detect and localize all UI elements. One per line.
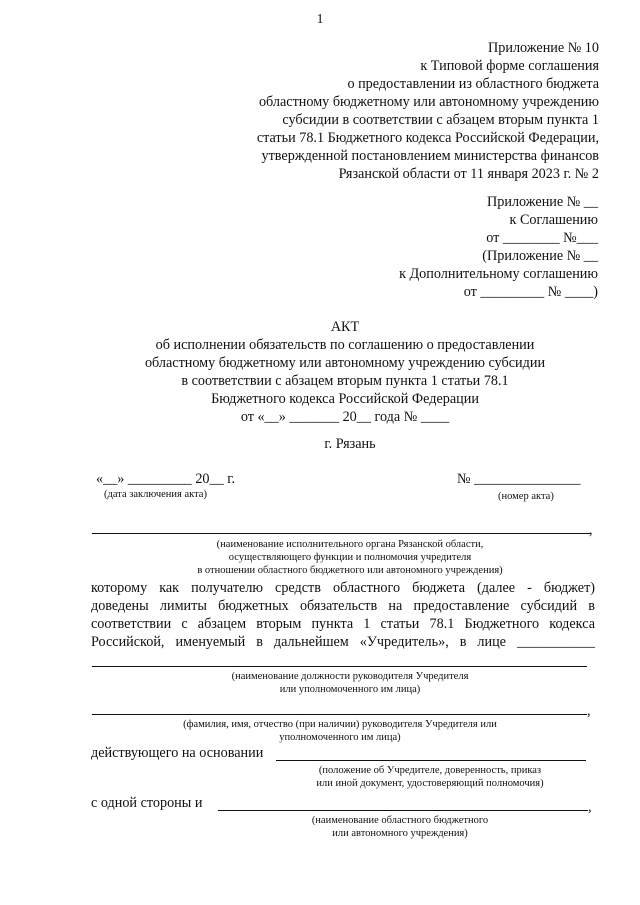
basis-label: действующего на основании — [91, 745, 264, 761]
agreement-ref-line: от _________ № ____) — [463, 284, 598, 300]
appendix-line: к Типовой форме соглашения — [420, 58, 599, 74]
authority-trailing-comma: , — [589, 522, 593, 538]
fio-caption-line: (фамилия, имя, отчество (при наличии) руководителя Учредителя или — [183, 719, 497, 730]
appendix-line: статьи 78.1 Бюджетного кодекса Российской Федерации, — [256, 130, 599, 146]
act-number-field: № _______________ — [457, 471, 581, 487]
position-caption-line: (наименование должности руководителя Учредителя — [231, 671, 469, 682]
fio-caption-line: уполномоченного им лица) — [279, 732, 401, 743]
authority-caption-line: осуществляющего функции и полномочия учредителя — [228, 552, 472, 563]
authority-caption — [130, 538, 570, 577]
paragraph-line: доведены лимиты бюджетных обязательств на предоставление субсидий в — [91, 598, 595, 614]
act-title-heading: АКТ — [330, 319, 360, 335]
institution-trailing-comma: , — [588, 799, 592, 815]
institution-caption — [250, 814, 550, 840]
appendix-header — [257, 39, 599, 183]
act-title-line: об исполнении обязательств по соглашению о предоставлении — [155, 337, 535, 353]
act-title-line: Бюджетного кодекса Российской Федерации — [211, 391, 479, 407]
paragraph-line: которому как получателю средств областного бюджета (далее - бюджет) — [91, 580, 595, 596]
agreement-reference — [399, 193, 598, 301]
agreement-ref-line: к Дополнительному соглашению — [399, 266, 598, 282]
appendix-line: областному бюджетному или автономному учреждению — [258, 94, 599, 110]
authority-caption-line: в отношении областного бюджетного или автономного учреждения) — [197, 565, 503, 576]
basis-line — [276, 760, 586, 761]
paragraph-line: соответствии с абзацем вторым пункта 1 статьи 78.1 Бюджетного кодекса — [91, 616, 595, 632]
agreement-ref-line: от ________ №___ — [486, 230, 598, 246]
institution-caption-line: или автономного учреждения) — [332, 828, 468, 839]
paragraph-line: Российской, именуемый в дальнейшем «Учредитель», в лице ___________ — [91, 634, 595, 650]
position-caption-line: или уполномоченного им лица) — [279, 684, 421, 695]
appendix-line: о предоставлении из областного бюджета — [347, 76, 599, 92]
authority-caption-line: (наименование исполнительного органа Рязанской области, — [216, 539, 484, 550]
act-title-line: областному бюджетному или автономному учреждению субсидии — [144, 355, 546, 371]
appendix-line: Приложение № 10 — [488, 40, 599, 56]
act-date-field: «__» _________ 20__ г. — [96, 471, 235, 487]
fio-caption — [120, 718, 560, 744]
agreement-ref-line: к Соглашению — [509, 212, 598, 228]
appendix-line: утвержденной постановлением министерства финансов — [261, 148, 599, 164]
act-title — [90, 318, 600, 426]
page-number: 1 — [316, 11, 324, 26]
fio-line — [92, 714, 587, 715]
one-side-label: с одной стороны и — [91, 795, 203, 811]
act-title-line: от «__» _______ 20__ года № ____ — [240, 409, 450, 425]
position-line — [92, 666, 587, 667]
position-caption — [150, 670, 550, 696]
city-label: г. Рязань — [324, 436, 376, 452]
institution-line — [218, 810, 588, 811]
basis-caption — [270, 764, 590, 790]
appendix-line: Рязанской области от 11 января 2023 г. № 2 — [338, 166, 599, 182]
authority-name-line — [92, 533, 590, 534]
fio-trailing-comma: , — [587, 703, 591, 719]
act-title-line: в соответствии с абзацем вторым пункта 1 статьи 78.1 — [181, 373, 509, 389]
agreement-ref-line: (Приложение № __ — [482, 248, 598, 264]
act-number-caption: (номер акта) — [498, 491, 554, 502]
act-date-caption: (дата заключения акта) — [104, 489, 207, 500]
agreement-ref-line: Приложение № __ — [487, 194, 598, 210]
body-paragraph — [91, 579, 595, 651]
institution-caption-line: (наименование областного бюджетного — [311, 815, 489, 826]
basis-caption-line: или иной документ, удостоверяющий полномочия) — [316, 778, 544, 789]
basis-caption-line: (положение об Учредителе, доверенность, приказ — [318, 765, 542, 776]
appendix-line: субсидии в соответствии с абзацем вторым пункта 1 — [282, 112, 599, 128]
